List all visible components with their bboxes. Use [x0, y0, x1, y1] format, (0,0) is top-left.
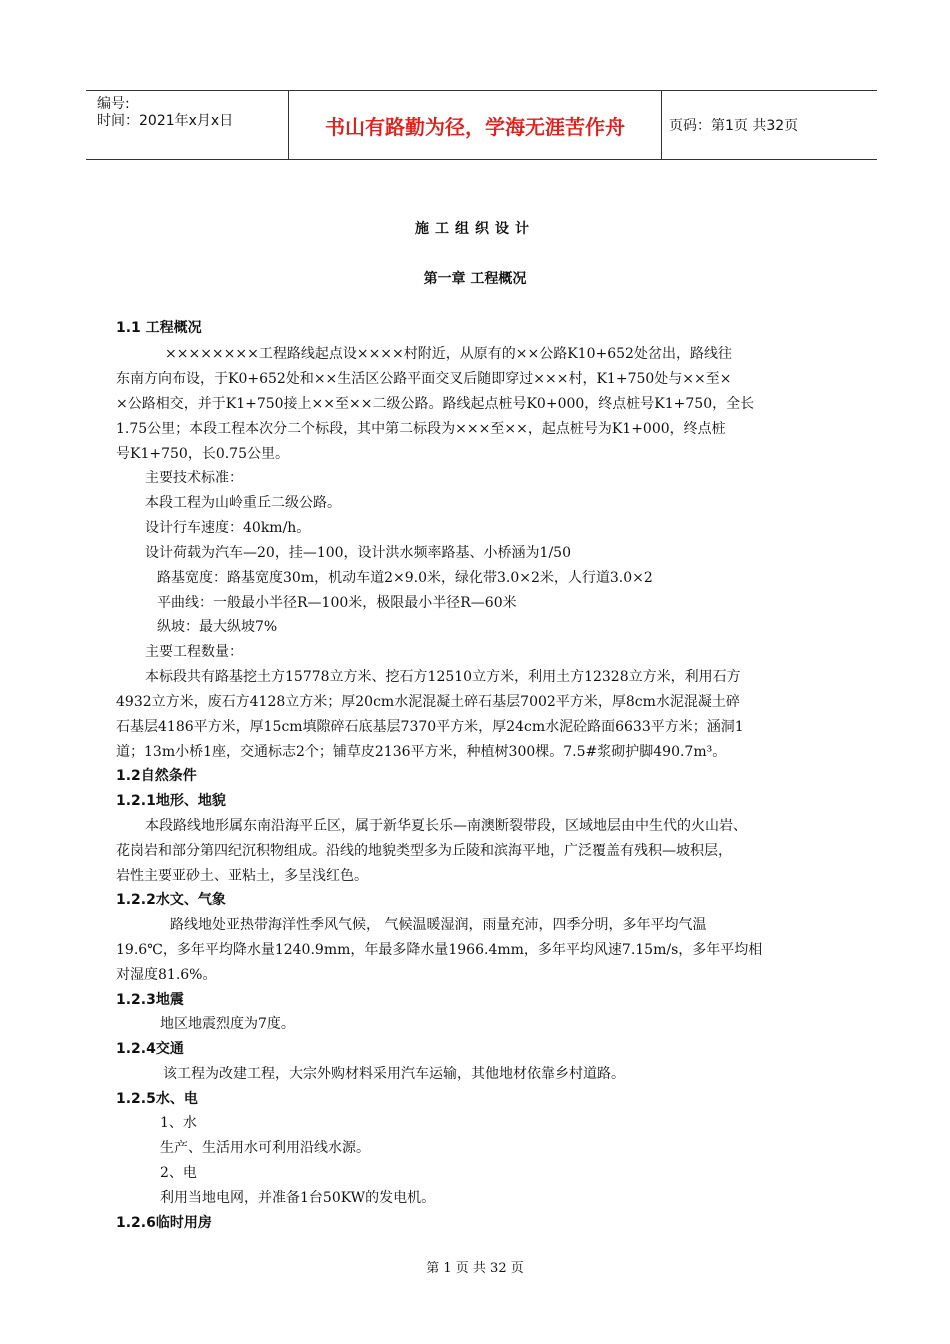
paragraph-line: 设计荷载为汽车—20，挂—100，设计洪水频率路基、小桥涵为1/50 — [145, 545, 571, 561]
paragraph-line: ×公路相交，并于K1+750接上××至××二级公路。路线起点桩号K0+000，终点桩号K1+750，全长 — [116, 396, 755, 412]
section-heading: 1.2.3地震 — [116, 992, 184, 1008]
paragraph-line: 路线地处亚热带海洋性季风气候， 气候温暖湿润，雨量充沛，四季分明，多年平均气温 — [170, 917, 707, 933]
header-meta-cell — [86, 91, 289, 159]
paragraph-line: 花岗岩和部分第四纪沉积物组成。沿线的地貌类型多为丘陵和滨海平地，广泛覆盖有残积—坡积层， — [116, 843, 732, 859]
page-footer: 第 1 页 共 32 页 — [426, 1261, 524, 1276]
paragraph-line: 号K1+750，长0.75公里。 — [116, 446, 289, 462]
section-heading: 1.2.1地形、地貌 — [116, 793, 226, 809]
paragraph-line: 1、水 — [160, 1115, 197, 1131]
paragraph-line: 地区地震烈度为7度。 — [160, 1016, 295, 1032]
paragraph-line: 对湿度81.6%。 — [116, 967, 217, 983]
section-heading: 1.2.2水文、气象 — [116, 892, 226, 908]
section-heading: 1.2.5水、电 — [116, 1091, 198, 1107]
section-heading: 1.2.4交通 — [116, 1041, 184, 1057]
header-table — [86, 90, 877, 160]
paragraph-line: 平曲线：一般最小半径R—100米，极限最小半径R—60米 — [157, 595, 517, 611]
section-heading: 1.1 工程概况 — [116, 320, 202, 336]
paragraph-line: 主要工程数量： — [145, 644, 243, 660]
paragraph-line: 道；13m小桥1座，交通标志2个；铺草皮2136平方米，种植树300棵。7.5#浆砌护脚490.7m³。 — [116, 744, 727, 760]
paragraph-line: 本段路线地形属东南沿海平丘区，属于新华夏长乐—南澳断裂带段，区域地层由中生代的火山岩、 — [145, 818, 747, 834]
paragraph-line: 1.75公里；本段工程本次分二个标段，其中第二标段为×××至××，起点桩号为K1+000，终点桩 — [116, 421, 726, 437]
page-info: 页码：第1页 共32页 — [669, 118, 799, 134]
paragraph-line: 本标段共有路基挖土方15778立方米、挖石方12510立方米，利用土方12328立方米，利用石方 — [145, 669, 741, 685]
paragraph-line: 设计行车速度：40km/h。 — [145, 520, 311, 536]
paragraph-line: 路基宽度：路基宽度30m，机动车道2×9.0米，绿化带3.0×2米，人行道3.0×2 — [157, 570, 653, 586]
paragraph-line: ××××××××工程路线起点设××××村附近，从原有的××公路K10+652处岔出，路线往 — [165, 346, 732, 362]
paragraph-line: 主要技术标准： — [145, 470, 243, 486]
section-heading: 1.2自然条件 — [116, 768, 197, 784]
paragraph-line: 石基层4186平方米，厚15cm填隙碎石底基层7370平方米，厚24cm水泥砼路面6633平方米；涵洞1 — [116, 719, 744, 735]
paragraph-line: 2、电 — [160, 1165, 197, 1181]
motto-text: 书山有路勤为径，学海无涯苦作舟 — [289, 91, 662, 159]
document-title: 施工组织设计 — [415, 221, 535, 237]
section-heading: 1.2.6临时用房 — [116, 1215, 212, 1231]
paragraph-line: 该工程为改建工程，大宗外购材料采用汽车运输，其他地材依靠乡村道路。 — [163, 1066, 625, 1082]
time-label: 时间：2021年x月x日 — [97, 113, 234, 129]
number-label: 编号: — [97, 96, 130, 112]
paragraph-line: 岩性主要亚砂土、亚粘土，多呈浅红色。 — [116, 868, 368, 884]
paragraph-line: 东南方向布设，于K0+652处和××生活区公路平面交叉后随即穿过×××村，K1+750处与××至× — [116, 371, 732, 387]
paragraph-line: 本段工程为山岭重丘二级公路。 — [145, 495, 341, 511]
paragraph-line: 利用当地电网，并准备1台50KW的发电机。 — [160, 1190, 436, 1206]
paragraph-line: 4932立方米，废石方4128立方米；厚20cm水泥混凝土碎石基层7002平方米，厚8cm水泥混凝土碎 — [116, 694, 740, 710]
chapter-title: 第一章 工程概况 — [423, 271, 527, 287]
paragraph-line: 纵坡：最大纵坡7% — [157, 619, 278, 635]
paragraph-line: 19.6℃，多年平均降水量1240.9mm，年最多降水量1966.4mm，多年平均风速7.15m/s，多年平均相 — [116, 942, 763, 958]
paragraph-line: 生产、生活用水可利用沿线水源。 — [160, 1140, 370, 1156]
